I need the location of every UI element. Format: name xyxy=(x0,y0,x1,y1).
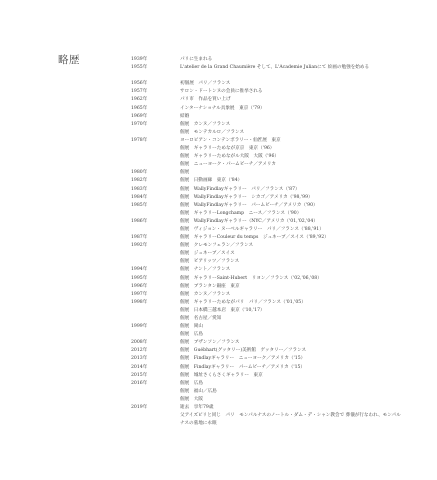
timeline-event: 個展 大阪 xyxy=(180,396,203,402)
timeline-row xyxy=(0,153,437,161)
timeline-row xyxy=(0,234,437,242)
timeline-event: 個展 WallyFindlayギャラリー パームビーチ／アメリカ（'90） xyxy=(180,202,318,208)
timeline-event: 個展 ヴィジョン・ヌーベルギャラリー パリ／フランス（'88,'91） xyxy=(180,226,324,232)
timeline-row xyxy=(0,347,437,355)
timeline-year: 1970年 xyxy=(131,121,148,127)
timeline-row xyxy=(0,202,437,210)
timeline-year: 2012年 xyxy=(131,348,148,354)
timeline-event: 逝去 享年79歳 xyxy=(180,405,214,411)
timeline-year: 2008年 xyxy=(131,340,148,346)
timeline-row xyxy=(0,396,437,404)
timeline-event: 個展 ジュネーブ／スイス xyxy=(180,251,235,257)
timeline-event: 個展 城址さくらさくギャラリー 東京 xyxy=(180,372,263,378)
timeline-row xyxy=(0,80,437,88)
timeline-row xyxy=(0,283,437,291)
timeline-event: 父アイズピリと同じ パリ モンパルナスのノートル・ダム・デ・シャン教会で 葬儀が行なわれ、モンパルナスの墓地に永眠 xyxy=(180,413,401,427)
timeline-row xyxy=(0,88,437,96)
timeline-row xyxy=(0,388,437,396)
biography-timeline xyxy=(0,56,437,428)
timeline-event: L'atelier de la Grand Chaumière そして、L'Academie Julianにて 絵画の勉強を始める xyxy=(180,65,370,71)
timeline-year: 1999年 xyxy=(131,324,148,330)
timeline-row xyxy=(0,137,437,145)
timeline-year: 1983年 xyxy=(131,186,148,192)
timeline-row xyxy=(0,169,437,177)
timeline-row xyxy=(0,161,437,169)
timeline-event: 個展 モンテカルロ／フランス xyxy=(180,129,245,135)
timeline-row xyxy=(0,210,437,218)
timeline-year: 1992年 xyxy=(131,243,148,249)
timeline-row xyxy=(0,113,437,121)
timeline-row xyxy=(0,355,437,363)
timeline-year: 1965年 xyxy=(131,105,148,111)
timeline-event: 個展 ニューヨーク・パームビーチ／アメリカ xyxy=(180,162,276,168)
timeline-event: 個展 ブランタン銀座 東京 xyxy=(180,283,240,289)
timeline-event: 個展 岡山 xyxy=(180,324,203,330)
timeline-year: 1956年 xyxy=(131,81,148,87)
timeline-row xyxy=(0,186,437,194)
timeline-event: 個展 WallyFindlayギャラリー（NYC／アメリカ（'01,'02,'04） xyxy=(180,218,318,224)
timeline-year: 1997年 xyxy=(131,291,148,297)
timeline-event: 個展 WallyFindlayギャラリー パリ／フランス（'87） xyxy=(180,186,300,192)
timeline-row xyxy=(0,56,437,64)
timeline-event: パリに生まれる xyxy=(180,57,213,62)
timeline-year: 2013年 xyxy=(131,356,148,362)
timeline-event: 個展 広島 xyxy=(180,332,203,338)
timeline-event: 個展 ナント／フランス xyxy=(180,267,231,273)
timeline-row xyxy=(0,145,437,153)
timeline-year: 2019年 xyxy=(131,405,148,411)
timeline-row xyxy=(0,307,437,315)
timeline-year: 1987年 xyxy=(131,235,148,241)
timeline-row xyxy=(0,96,437,104)
timeline-event: 個展 ブザンソン／フランス xyxy=(180,340,240,346)
timeline-year: 1980年 xyxy=(131,170,148,176)
timeline-row xyxy=(0,258,437,266)
timeline-year: 1996年 xyxy=(131,283,148,289)
timeline-event: 個展 ギャラリーCouleur du temps ジュネーブ／スイス（'89,'92） xyxy=(180,235,329,241)
timeline-event: パリ市 作品を買い上げ xyxy=(180,97,231,103)
timeline-row xyxy=(0,275,437,283)
timeline-row xyxy=(0,404,437,412)
timeline-row xyxy=(0,315,437,323)
timeline-year: 2016年 xyxy=(131,380,148,386)
timeline-year: 1994年 xyxy=(131,267,148,273)
timeline-year: 1985年 xyxy=(131,202,148,208)
timeline-year: 1984年 xyxy=(131,194,148,200)
timeline-event: 個展 WallyFindlayギャラリー シカゴ／アメリカ（'98,'99） xyxy=(180,194,313,200)
timeline-event: 個展 ビアリッツ／フランス xyxy=(180,259,240,265)
timeline-event: インターナショナル具象展 東京（'79） xyxy=(180,105,265,111)
timeline-event: 個展 ギャラリーLongchamp ニース／フランス（'90） xyxy=(180,210,302,216)
timeline-row xyxy=(0,129,437,137)
timeline-event: 初個展 パリ／フランス xyxy=(180,81,231,87)
timeline-year: 1986年 xyxy=(131,218,148,224)
timeline-event: 個展 Findlayギャラリー パームビーチ／アメリカ（'15） xyxy=(180,364,306,370)
timeline-row xyxy=(0,105,437,113)
timeline-year: 1962年 xyxy=(131,97,148,103)
timeline-event: 個展 福山／広島 xyxy=(180,388,217,394)
timeline-row xyxy=(0,412,437,428)
timeline-row xyxy=(0,177,437,185)
timeline-row xyxy=(0,331,437,339)
timeline-row xyxy=(0,372,437,380)
timeline-row xyxy=(0,242,437,250)
timeline-year: 1939年 xyxy=(131,57,148,62)
timeline-row xyxy=(0,226,437,234)
timeline-row xyxy=(0,364,437,372)
timeline-event: 個展 広島 xyxy=(180,380,203,386)
timeline-row xyxy=(0,218,437,226)
timeline-event: 個展 ギャラリーためながパリ パリ／フランス（'01,'05） xyxy=(180,299,306,305)
timeline-row xyxy=(0,323,437,331)
timeline-event: 個展 日本橋三越本店 東京（'10,'17） xyxy=(180,307,265,313)
timeline-year: 1978年 xyxy=(131,137,148,143)
page-title: 略歴 xyxy=(58,54,80,66)
timeline-event: サロン・ドートンヌの会員に推挙される xyxy=(180,89,263,95)
timeline-year: 2014年 xyxy=(131,364,148,370)
timeline-row xyxy=(0,380,437,388)
timeline-event: ヨーロピアン・コンテンポラリー・仙匠展 東京 xyxy=(180,137,281,143)
timeline-event: 個展 ギャラリーためなが京京 東京（'96） xyxy=(180,146,275,152)
timeline-event: 個展 名古屋／愛知 xyxy=(180,316,222,321)
timeline-row xyxy=(0,250,437,258)
timeline-event: 個展 ギャラリーためながル大阪 大阪（'96） xyxy=(180,154,279,160)
timeline-row xyxy=(0,339,437,347)
timeline-year: 1995年 xyxy=(131,275,148,281)
timeline-year: 1982年 xyxy=(131,178,148,184)
timeline-row xyxy=(0,299,437,307)
timeline-year: 1955年 xyxy=(131,65,148,71)
timeline-event: 結婚 xyxy=(180,113,190,119)
timeline-event: 個展 Findlayギャラリー ニューヨーク／アメリカ（'15） xyxy=(180,356,306,362)
timeline-event: 個展 日動画廊 東京（'84） xyxy=(180,178,243,184)
timeline-row xyxy=(0,121,437,129)
timeline-event: 個展 Guébhart(グッタリー)美術館 ゲッタリー／フランス xyxy=(180,348,307,354)
timeline-event: 個展 xyxy=(180,170,190,176)
timeline-year: 1957年 xyxy=(131,89,148,95)
timeline-year: 1969年 xyxy=(131,113,148,119)
timeline-year: 1998年 xyxy=(131,299,148,305)
timeline-event: 個展 ギャラリーSaint-Hubert リヨン／フランス（'02,'06,'08） xyxy=(180,275,322,281)
timeline-event: 個展 カンヌ／フランス xyxy=(180,291,231,297)
timeline-row xyxy=(0,194,437,202)
timeline-row xyxy=(0,291,437,299)
timeline-row xyxy=(0,266,437,274)
timeline-row xyxy=(0,64,437,80)
timeline-year: 2015年 xyxy=(131,372,148,378)
timeline-event: 個展 クレモンフェラン／フランス xyxy=(180,243,254,249)
timeline-event: 個展 カンヌ／フランス xyxy=(180,121,231,127)
